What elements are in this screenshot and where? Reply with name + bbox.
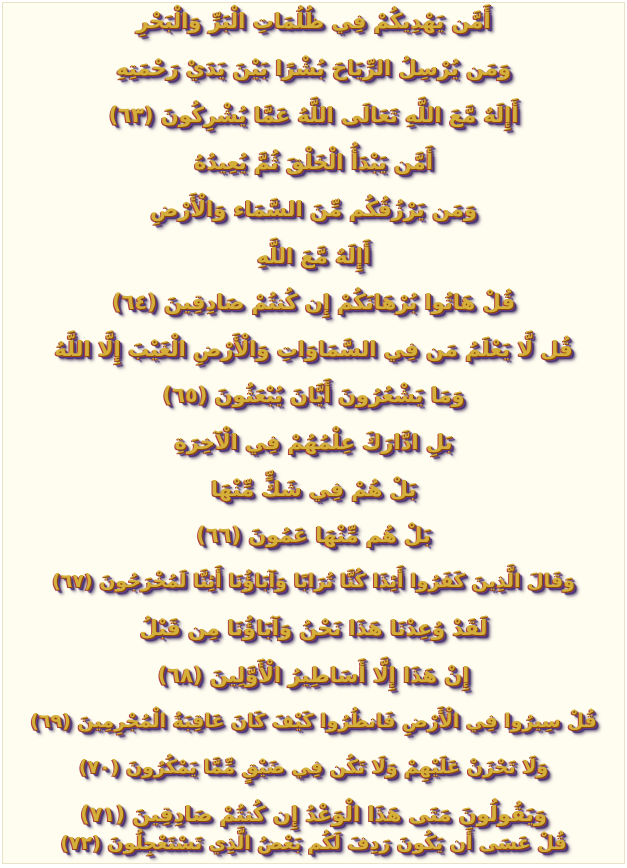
verse-line: وَلَا تَحْزَنْ عَلَيْهِمْ وَلَا تَكُن فِي ضَيْقٍ مِّمَّا يَمْكُرُونَ (٧٠) xyxy=(78,756,549,778)
verse-line: قُل لَّا يَعْلَمُ مَن فِي السَّمَاوَاتِ وَالْأَرْضِ الْغَيْبَ إِلَّا اللَّهُ xyxy=(54,337,573,361)
verse-line: أَمَّن يَهْدِيكُمْ فِي ظُلُمَاتِ الْبَرِّ وَالْبَحْرِ xyxy=(136,9,491,33)
verse-line: بَلِ ادَّارَكَ عِلْمُهُمْ فِي الْآخِرَةِ xyxy=(174,430,453,454)
verse-line: وَمَن يُرْسِلُ الرِّيَاحَ بُشْرًا بَيْنَ يَدَيْ رَحْمَتِهِ xyxy=(116,56,511,80)
verse-line: قُلْ عَسَى أَن يَكُونَ رَدِفَ لَكُم بَعْضُ الَّذِي تَسْتَعْجِلُونَ (٧٢) xyxy=(60,832,567,854)
verse-line: إِنْ هَذَا إِلَّا أَسَاطِيرُ الْأَوَّلِينَ (٦٨) xyxy=(157,663,470,687)
verse-line: أَمَّن يَبْدَأُ الْخَلْقَ ثُمَّ يُعِيدُهُ xyxy=(193,150,434,174)
verse-list xyxy=(3,3,624,863)
verse-line: وَمَن يَرْزُقُكُم مِّنَ السَّمَاء وَالْأَرْضِ xyxy=(150,197,477,221)
verse-line: وَمَا يَشْعُرُونَ أَيَّانَ يُبْعَثُونَ (٦٥) xyxy=(162,383,465,407)
verse-line: وَيَقُولُونَ مَتَى هَذَا الْوَعْدُ إِن كُنتُمْ صَادِقِينَ (٧١) xyxy=(80,802,547,826)
verse-line: وَقَالَ الَّذِينَ كَفَرُوا أَئِذَا كُنَّا تُرَابًا وَآبَاؤُنَا أَئِنَّا لَمُخْرَجُونَ (٦٧) xyxy=(52,570,575,592)
verse-line: قُلْ هَاتُوا بُرْهَانَكُمْ إِن كُنتُمْ صَادِقِينَ (٦٤) xyxy=(112,290,515,314)
verse-line: بَلْ هُمْ فِي شَكٍّ مِّنْهَا xyxy=(210,477,417,501)
verse-line: أَإِلَهٌ مَّعَ اللَّهِ تَعَالَى اللَّهُ عَمَّا يُشْرِكُونَ (٦٣) xyxy=(108,103,519,127)
verse-page xyxy=(2,2,625,864)
verse-line: بَلْ هُم مِّنْهَا عَمُونَ (٦٦) xyxy=(196,523,431,547)
verse-line: أَإِلَهٌ مَّعَ اللَّهِ xyxy=(256,244,371,268)
verse-line: لَقَدْ وُعِدْنَا هَذَا نَحْنُ وَآبَاؤُنَا مِن قَبْلُ xyxy=(139,616,488,640)
verse-line: قُلْ سِيرُوا فِي الْأَرْضِ فَانظُرُوا كَيْفَ كَانَ عَاقِبَةُ الْمُجْرِمِينَ (٦٩) xyxy=(30,710,597,732)
